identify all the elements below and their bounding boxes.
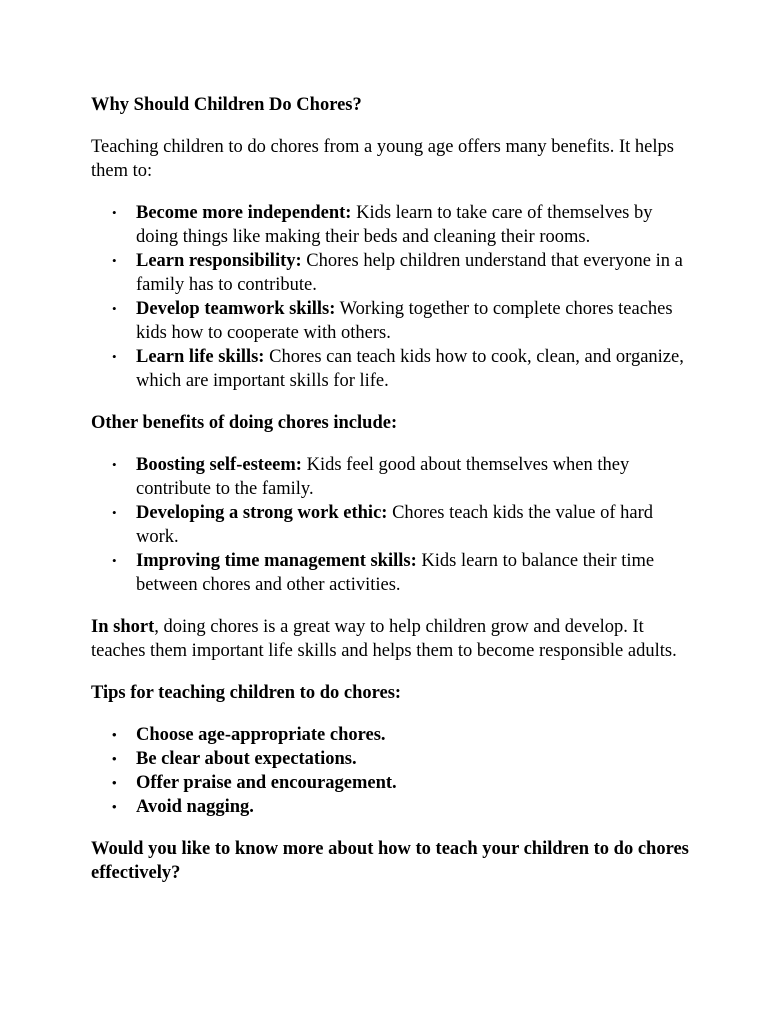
list-item xyxy=(136,549,691,597)
list-item-term: Develop teamwork skills: xyxy=(136,299,336,319)
list-item: • Choose age-appropriate chores. xyxy=(136,723,691,747)
list-item-term: Boosting self-esteem: xyxy=(136,455,302,475)
list-item-term: Learn responsibility: xyxy=(136,251,302,271)
list-item-text: Kids learn to take care of themselves by doing things like making their beds and cleaning their rooms. xyxy=(136,203,653,247)
list-item xyxy=(136,249,691,297)
list-item-text: Chores help children understand that everyone in a family has to contribute. xyxy=(136,251,683,295)
document-page xyxy=(91,93,691,903)
list-item-term: Improving time management skills: xyxy=(136,551,417,571)
list-item-text: Chores teach kids the value of hard work. xyxy=(136,503,654,547)
tips-list xyxy=(91,723,691,819)
closing-question: Would you like to know more about how to teach your children to do chores effectively? xyxy=(91,839,689,883)
list-item xyxy=(136,453,691,501)
tips-heading: Tips for teaching children to do chores: xyxy=(91,683,402,703)
summary-lead: In short xyxy=(91,617,155,637)
summary-text: , doing chores is a great way to help children grow and develop. It teaches them important life skills and helps them to become responsible adults. xyxy=(91,617,677,661)
list-item-text: Working together to complete chores teaches kids how to cooperate with others. xyxy=(136,299,673,343)
intro-paragraph: Teaching children to do chores from a young age offers many benefits. It helps them to: xyxy=(91,137,674,181)
list-item-text: Kids learn to balance their time between chores and other activities. xyxy=(136,551,655,595)
other-benefits-list xyxy=(91,453,691,597)
list-item xyxy=(136,345,691,393)
list-item-term: Become more independent: xyxy=(136,203,352,223)
list-item: • Be clear about expectations. xyxy=(136,747,691,771)
list-item-term: Learn life skills: xyxy=(136,347,265,367)
list-item-text: Kids feel good about themselves when they contribute to the family. xyxy=(136,455,630,499)
list-item-text: Chores can teach kids how to cook, clean, and organize, which are important skills for life. xyxy=(136,347,684,391)
benefits-list xyxy=(91,201,691,393)
list-item: • Avoid nagging. xyxy=(136,795,691,819)
summary-paragraph xyxy=(91,615,691,663)
list-item-term: Developing a strong work ethic: xyxy=(136,503,388,523)
list-item: • Offer praise and encouragement. xyxy=(136,771,691,795)
list-item xyxy=(136,501,691,549)
list-item xyxy=(136,297,691,345)
other-benefits-heading: Other benefits of doing chores include: xyxy=(91,413,398,433)
document-title: Why Should Children Do Chores? xyxy=(91,95,362,115)
list-item xyxy=(136,201,691,249)
